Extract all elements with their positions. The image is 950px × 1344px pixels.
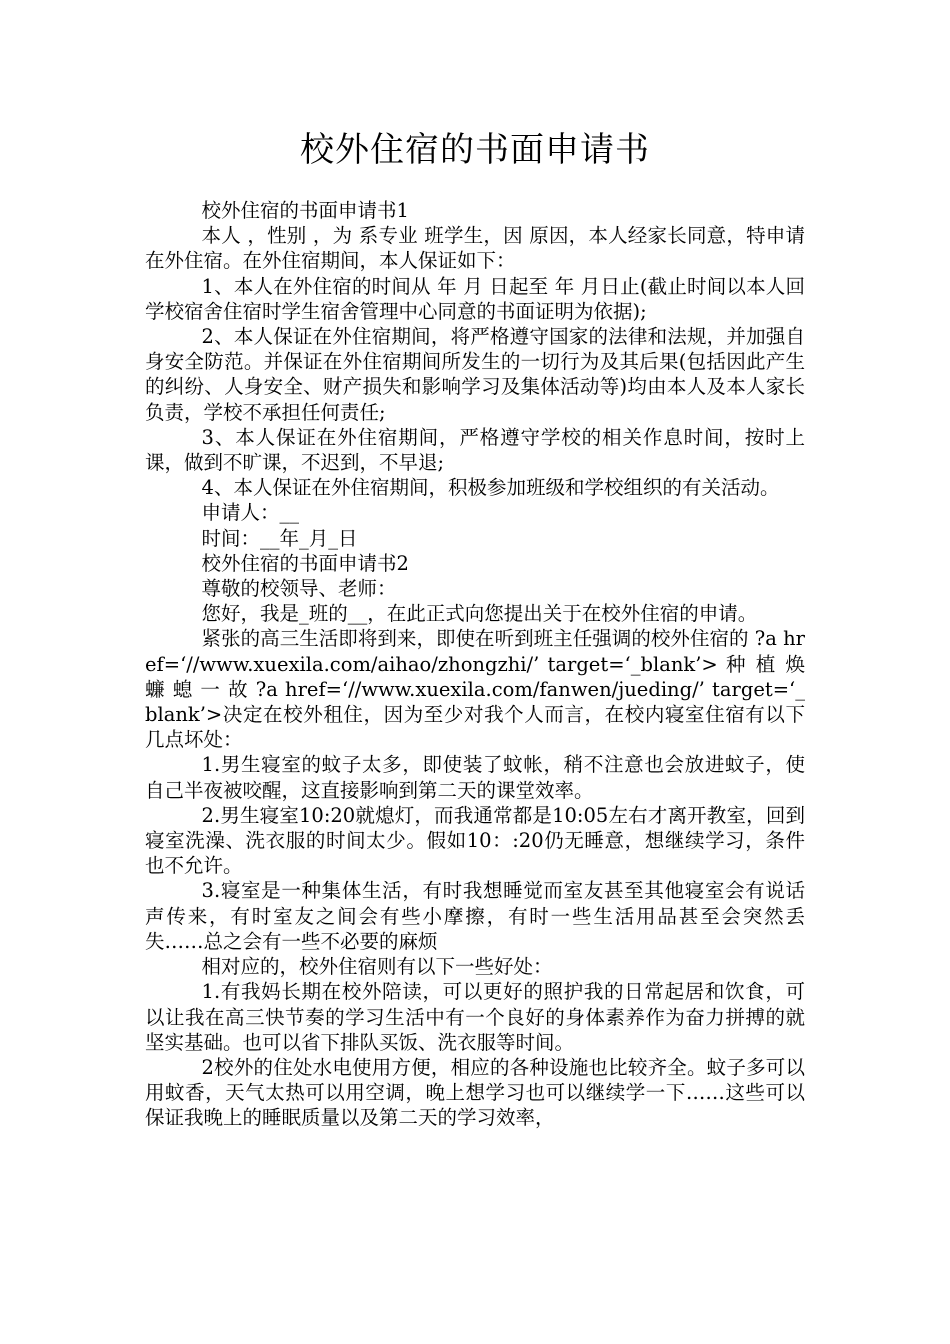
date-line: 时间：__年_月_日 [201,526,358,550]
paragraph-intro: 本人 ，性别 ，为 系专业 班学生，因 原因，本人经家长同意，特申请在外住宿。在外住宿期间，本人保证如下： [145,224,805,273]
paragraph-downside-3: 3.寝室是一种集体生活，有时我想睡觉而室友甚至其他寝室会有说话声传来，有时室友之间会有些小摩擦，有时一些生活用品甚至会突然丢失……总之会有一些不必要的麻烦 [145,879,805,953]
paragraph-downside-1: 1.男生寝室的蚊子太多，即使装了蚊帐，稍不注意也会放进蚊子，使自己半夜被咬醒，这直接影响到第二天的课堂效率。 [145,753,805,802]
section-heading-1: 校外住宿的书面申请书1 [201,199,409,222]
paragraph-item-3: 3、本人保证在外住宿期间，严格遵守学校的相关作息时间，按时上课，做到不旷课，不迟到，不早退; [145,425,805,475]
paragraph-benefits-intro: 相对应的，校外住宿则有以下一些好处： [201,955,553,979]
section-heading-2: 校外住宿的书面申请书2 [201,551,409,575]
paragraph-item-2: 2、本人保证在外住宿期间，将严格遵守国家的法律和法规，并加强自身安全防范。并保证在外住宿期间所发生的一切行为及其后果(包括因此产生的纠纷、人身安全、财产损失和影响学习及集体活动等)均由本人及本人家长负责，学校不承担任何责任; [145,325,805,424]
paragraph-reason: 紧张的高三生活即将到来，即使在听到班主任强调的校外住宿的 ?a href=‘//www.xuexila.com/aihao/zhongzhi/’ target=‘_blank’> 种 植 焕 蠊 螅 一 故 ?a href=‘//www.xuexila.com/fanwen/jueding/’ target=‘_blank’>决定在校外租住，因为至少对我个人而言，在校内寝室住宿有以下几点坏处： [145,627,805,752]
salutation: 尊敬的校领导、老师： [201,577,397,601]
paragraph-downside-2: 2.男生寝室10:20就熄灯，而我通常都是10:05左右才离开教室，回到寝室洗澡、洗衣服的时间太少。假如10：:20仍无睡意，想继续学习，条件也不允许。 [145,803,805,878]
applicant-line: 申请人：__ [201,501,300,525]
paragraph-item-1: 1、本人在外住宿的时间从 年 月 日起至 年 月日止(截止时间以本人回学校宿舍住宿时学生宿舍管理中心同意的书面证明为依据); [145,274,805,323]
paragraph-benefit-1: 1.有我妈长期在校外陪读，可以更好的照护我的日常起居和饮食，可以让我在高三快节奏的学习生活中有一个良好的身体素养作为奋力拼搏的就坚实基础。也可以省下排队买饭、洗衣服等时间。 [145,980,805,1054]
document-title: 校外住宿的书面申请书 [300,130,650,170]
paragraph-benefit-2: 2校外的住处水电使用方便，相应的各种设施也比较齐全。蚊子多可以用蚊香，天气太热可以用空调，晚上想学习也可以继续学一下……这些可以保证我晚上的睡眠质量以及第二天的学习效率， [145,1055,805,1130]
paragraph-greeting: 您好，我是_班的__，在此正式向您提出关于在校外住宿的申请。 [201,602,758,626]
paragraph-item-4: 4、本人保证在外住宿期间，积极参加班级和学校组织的有关活动。 [201,476,780,500]
document-body [145,198,805,1131]
